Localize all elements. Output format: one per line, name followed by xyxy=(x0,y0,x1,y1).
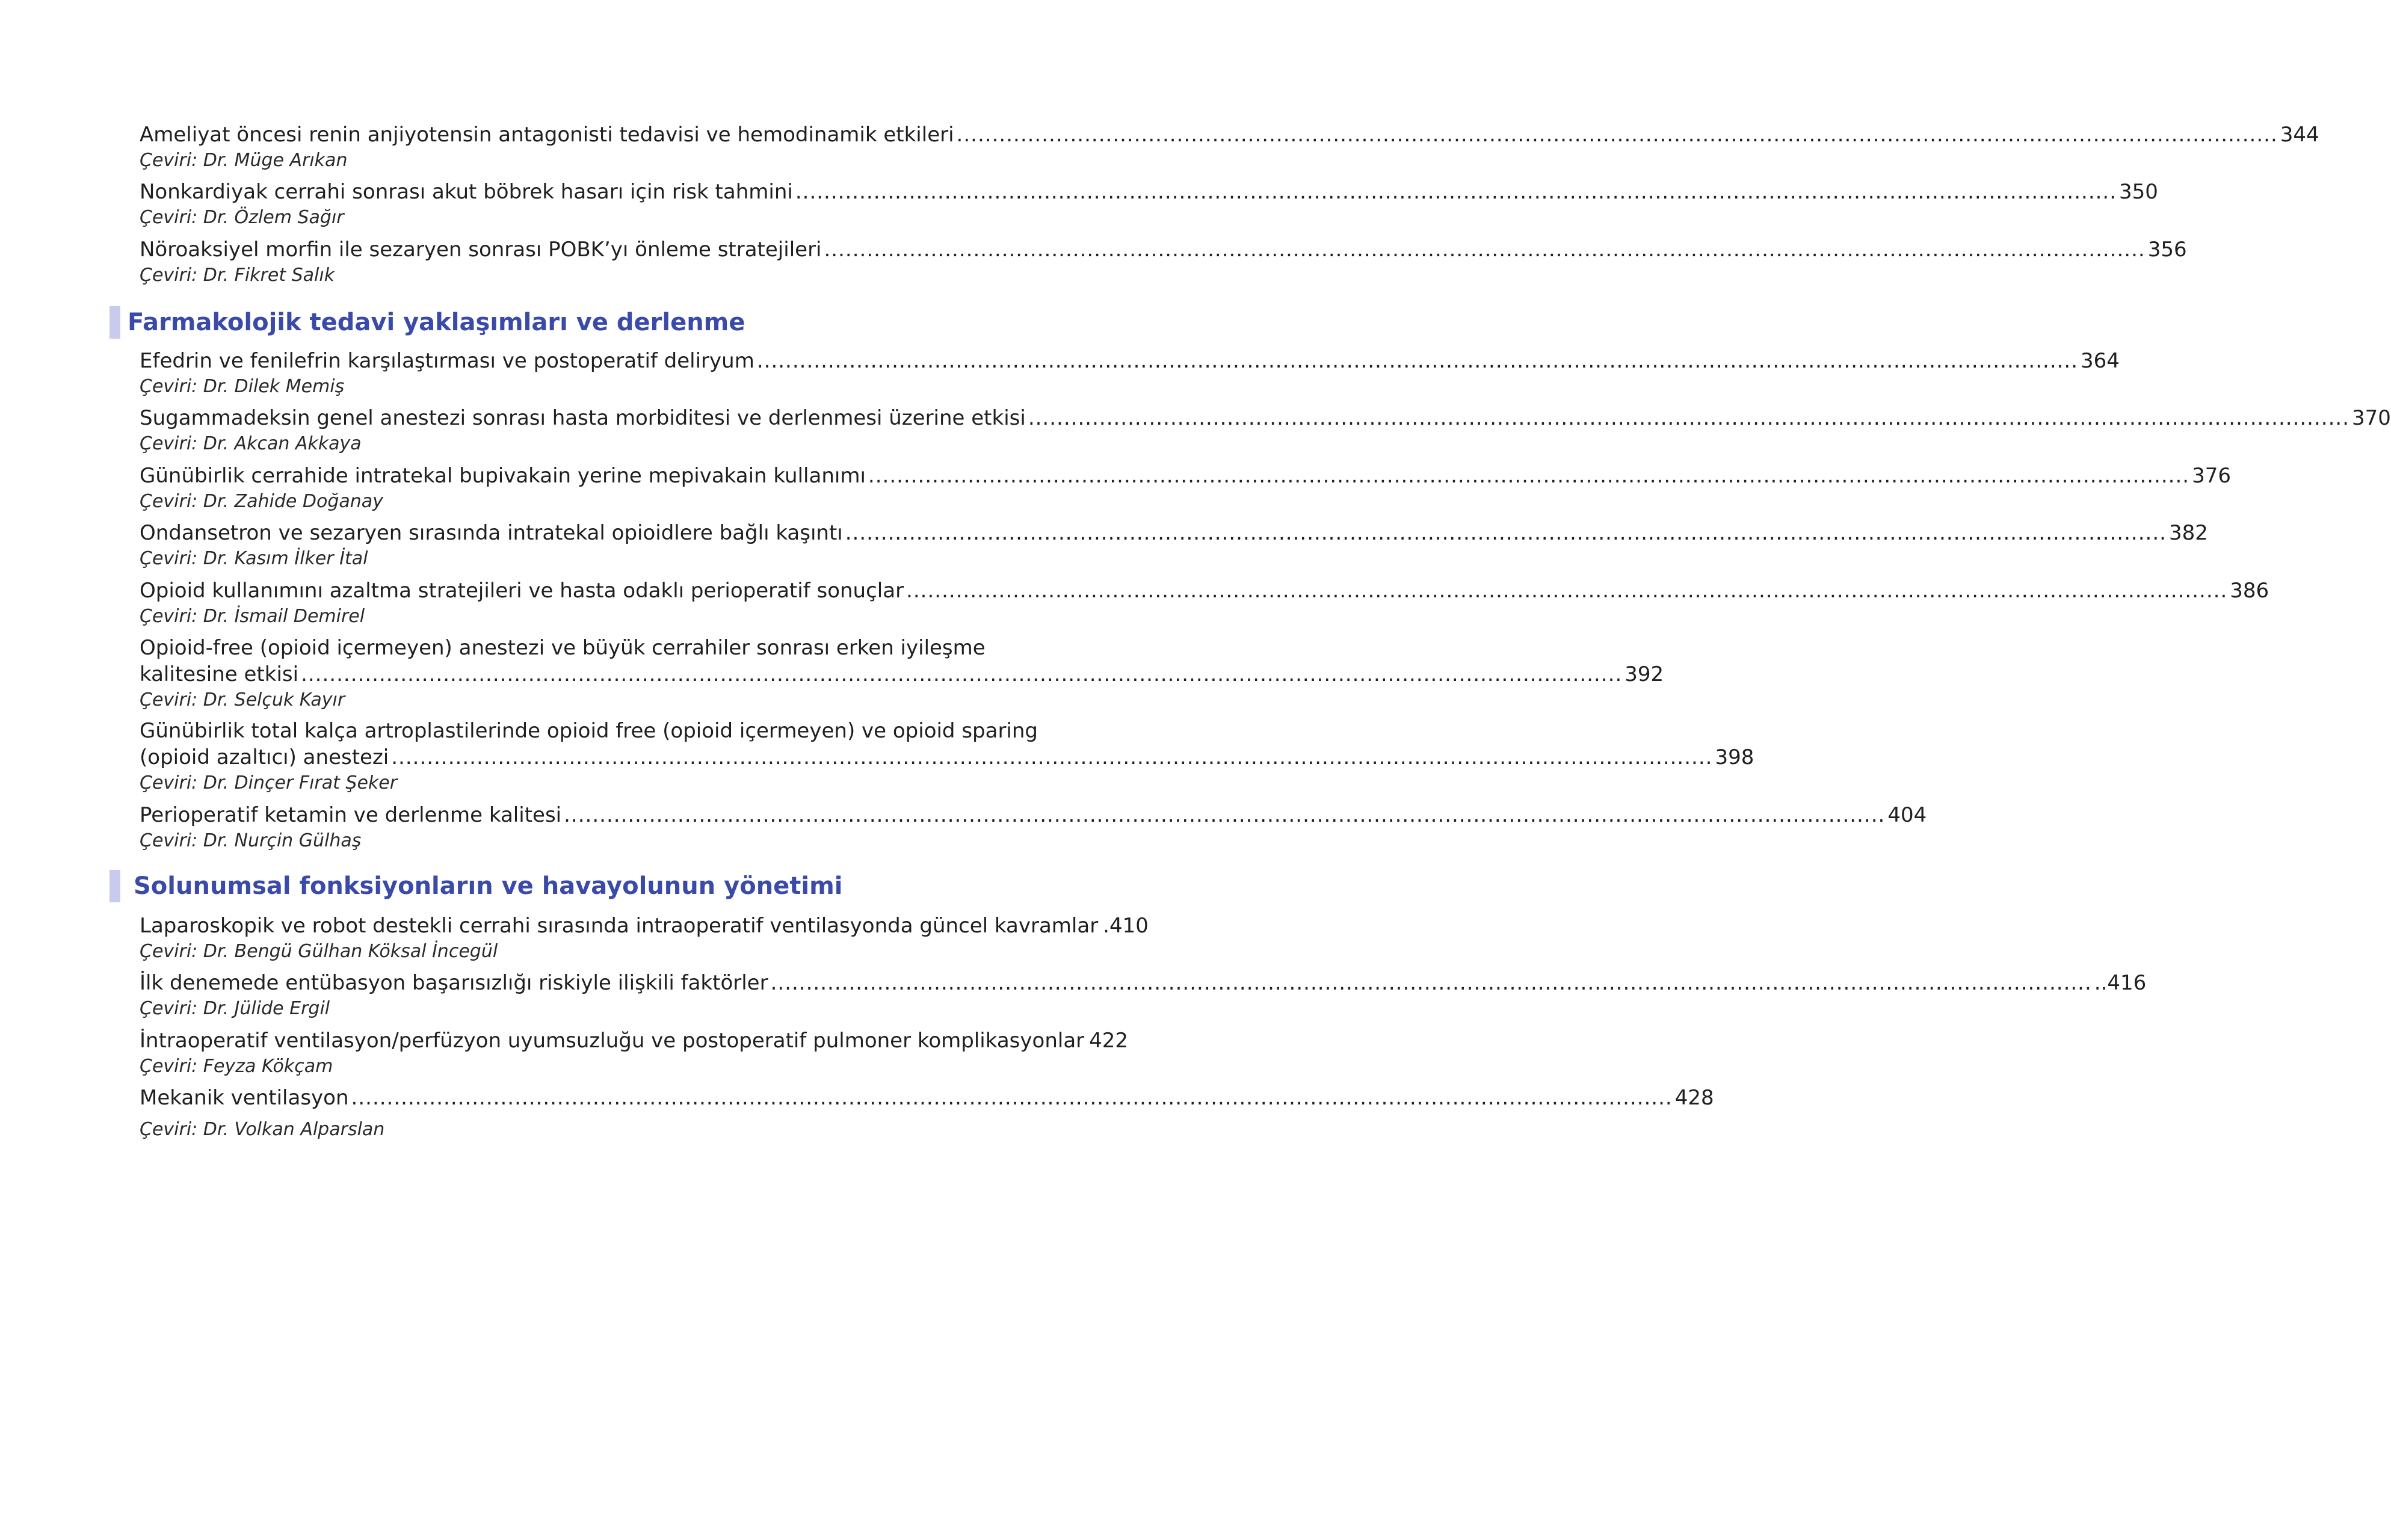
toc-entry-title: Perioperatif ketamin ve derlenme kalitesi xyxy=(140,803,562,827)
toc-entry-title: Sugammadeksin genel anestezi sonrası hasta morbiditesi ve derlenmesi üzerine etkisi xyxy=(140,406,1026,430)
toc-leader-dots: .......................................................................................................................................................................................... xyxy=(1028,406,2350,430)
toc-entry-title-line xyxy=(140,122,2319,148)
toc-entry-title-line xyxy=(140,405,2391,431)
toc-leader-dots: .......................................................................................................................................................................................... xyxy=(301,662,1623,686)
toc-leader-dots: .......................................................................................................................................................................................... xyxy=(564,803,1886,827)
toc-entry-title-line xyxy=(140,661,1664,688)
toc-page-number: 376 xyxy=(2192,464,2232,488)
toc-entry-title-line xyxy=(140,1027,1129,1054)
toc-entry-title: Nonkardiyak cerrahi sonrası akut böbrek hasarı için risk tahmini xyxy=(140,180,793,204)
toc-page-number: 398 xyxy=(1715,745,1754,769)
toc-leader-dots: .......................................................................................................................................................................................... xyxy=(868,464,2190,488)
toc-entry xyxy=(140,520,2208,571)
toc-entry-title-line xyxy=(140,578,2269,604)
toc-page-number: ..416 xyxy=(2094,971,2147,995)
toc-translator: Çeviri: Dr. Volkan Alparslan xyxy=(140,1119,385,1140)
toc-translator: Çeviri: Dr. Kasım İlker İtal xyxy=(140,548,368,569)
toc-translator: Çeviri: Dr. Dinçer Fırat Şeker xyxy=(140,772,398,793)
toc-page-number: 392 xyxy=(1624,662,1664,686)
section-heading-title: Farmakolojik tedavi yaklaşımları ve derlenme xyxy=(128,309,745,336)
toc-translator: Çeviri: Dr. Jülide Ergil xyxy=(140,998,330,1019)
toc-entry xyxy=(140,635,1664,713)
toc-translator: Çeviri: Dr. Bengü Gülhan Köksal İncegül xyxy=(140,941,498,962)
toc-translator: Çeviri: Dr. Akcan Akkaya xyxy=(140,433,362,454)
toc-translator: Çeviri: Dr. Müge Arıkan xyxy=(140,150,348,171)
toc-entry-title: Günübirlik cerrahide intratekal bupivakain yerine mepivakain kullanımı xyxy=(140,464,866,488)
toc-page-number: 370 xyxy=(2352,406,2391,430)
toc-page-number: 350 xyxy=(2119,180,2158,204)
toc-leader-dots: .......................................................................................................................................................................................... xyxy=(845,521,2167,545)
toc-page-number: 428 xyxy=(1674,1086,1714,1110)
toc-entry xyxy=(140,970,2147,1021)
toc-entry-title: kalitesine etkisi xyxy=(140,662,299,686)
toc-entry-title-line xyxy=(140,913,1149,939)
toc-entry-title-line xyxy=(140,236,2187,263)
toc-entry-title-line xyxy=(140,970,2147,996)
toc-entry xyxy=(140,718,1754,796)
toc-leader-dots: .......................................................................................................................................................................................... xyxy=(351,1086,1673,1110)
toc-translator: Çeviri: Dr. Özlem Sağır xyxy=(140,207,344,228)
toc-entry-title-line xyxy=(140,179,2158,205)
toc-entry-title: İlk denemede entübasyon başarısızlığı riskiyle ilişkili faktörler xyxy=(140,971,768,995)
toc-entry-title: Mekanik ventilasyon xyxy=(140,1086,349,1110)
toc-translator: Çeviri: Dr. Zahide Doğanay xyxy=(140,491,383,512)
section-heading xyxy=(110,306,745,339)
toc-entry xyxy=(140,405,2391,457)
toc-leader-dots: .......................................................................................................................................................................................... xyxy=(906,579,2228,603)
toc-leader-dots: .......................................................................................................................................................................................... xyxy=(770,971,2092,995)
toc-page-number: 386 xyxy=(2230,579,2269,603)
toc-leader-dots: .......................................................................................................................................................................................... xyxy=(795,180,2117,204)
toc-entry xyxy=(140,802,1927,854)
toc-entry-title: Nöroaksiyel morfin ile sezaryen sonrası POBK’yı önleme stratejileri xyxy=(140,238,822,262)
toc-entry xyxy=(140,1085,1714,1142)
toc-entry xyxy=(140,1027,1129,1079)
toc-translator: Çeviri: Dr. Nurçin Gülhaş xyxy=(140,830,362,851)
toc-page-number: 364 xyxy=(2081,349,2120,373)
toc-entry-title: Ondansetron ve sezaryen sırasında intratekal opioidlere bağlı kaşıntı xyxy=(140,521,843,545)
toc-entry xyxy=(140,122,2319,173)
toc-leader-dots: .......................................................................................................................................................................................... xyxy=(824,238,2146,262)
toc-entry xyxy=(140,463,2232,514)
toc-entry-title: Efedrin ve fenilefrin karşılaştırması ve postoperatif deliryum xyxy=(140,349,754,373)
toc-entry-title-first-line: Opioid-free (opioid içermeyen) anestezi ve büyük cerrahiler sonrası erken iyileşme xyxy=(140,636,986,660)
toc-entry-title: Opioid kullanımını azaltma stratejileri ve hasta odaklı perioperatif sonuçlar xyxy=(140,579,904,603)
toc-translator: Çeviri: Dr. Selçuk Kayır xyxy=(140,689,345,710)
toc-leader-dots: .......................................................................................................................................................................................... xyxy=(956,123,2278,147)
toc-page-number: .410 xyxy=(1103,914,1149,938)
toc-entry-title: İntraoperatif ventilasyon/perfüzyon uyumsuzluğu ve postoperatif pulmoner komplikasyonlar xyxy=(140,1029,1085,1053)
toc-entry xyxy=(140,578,2269,629)
toc-page-number: 404 xyxy=(1887,803,1927,827)
toc-translator: Çeviri: Dr. Dilek Memiş xyxy=(140,376,345,397)
section-heading-title: Solunumsal fonksiyonların ve havayolunun yönetimi xyxy=(134,872,843,900)
section-heading xyxy=(110,870,843,902)
toc-entry-title: Ameliyat öncesi renin anjiyotensin antagonisti tedavisi ve hemodinamik etkileri xyxy=(140,123,954,147)
toc-translator: Çeviri: Feyza Kökçam xyxy=(140,1056,333,1077)
toc-translator: Çeviri: Dr. İsmail Demirel xyxy=(140,606,365,627)
toc-entry-title: Laparoskopik ve robot destekli cerrahi sırasında intraoperatif ventilasyonda güncel kavramlar xyxy=(140,914,1099,938)
toc-entry-title-line xyxy=(140,1085,1714,1111)
section-heading-bar xyxy=(110,306,120,339)
toc-entry-title-line xyxy=(140,520,2208,546)
toc-page-number: 382 xyxy=(2168,521,2208,545)
toc-leader-dots: .......................................................................................................................................................................................... xyxy=(756,349,2079,373)
toc-entry-title: (opioid azaltıcı) anestezi xyxy=(140,745,389,769)
toc-leader-dots: .......................................................................................................................................................................................... xyxy=(391,745,1713,769)
toc-entry-title-line xyxy=(140,802,1927,828)
section-heading-bar xyxy=(110,870,120,902)
toc-entry xyxy=(140,913,1149,964)
toc-entry xyxy=(140,179,2158,230)
toc-entry-title-first-line: Günübirlik total kalça artroplastilerinde opioid free (opioid içermeyen) ve opioid sparing xyxy=(140,719,1038,743)
toc-entry xyxy=(140,236,2187,288)
toc-page-number: 344 xyxy=(2280,123,2319,147)
toc-entry-title-line xyxy=(140,463,2232,489)
toc-page-number: 422 xyxy=(1089,1029,1129,1053)
toc-entry-title-line xyxy=(140,744,1754,771)
toc-translator: Çeviri: Dr. Fikret Salık xyxy=(140,265,335,286)
toc-entry xyxy=(140,348,2120,399)
toc-entry-title-line xyxy=(140,348,2120,374)
toc-page-number: 356 xyxy=(2147,238,2187,262)
